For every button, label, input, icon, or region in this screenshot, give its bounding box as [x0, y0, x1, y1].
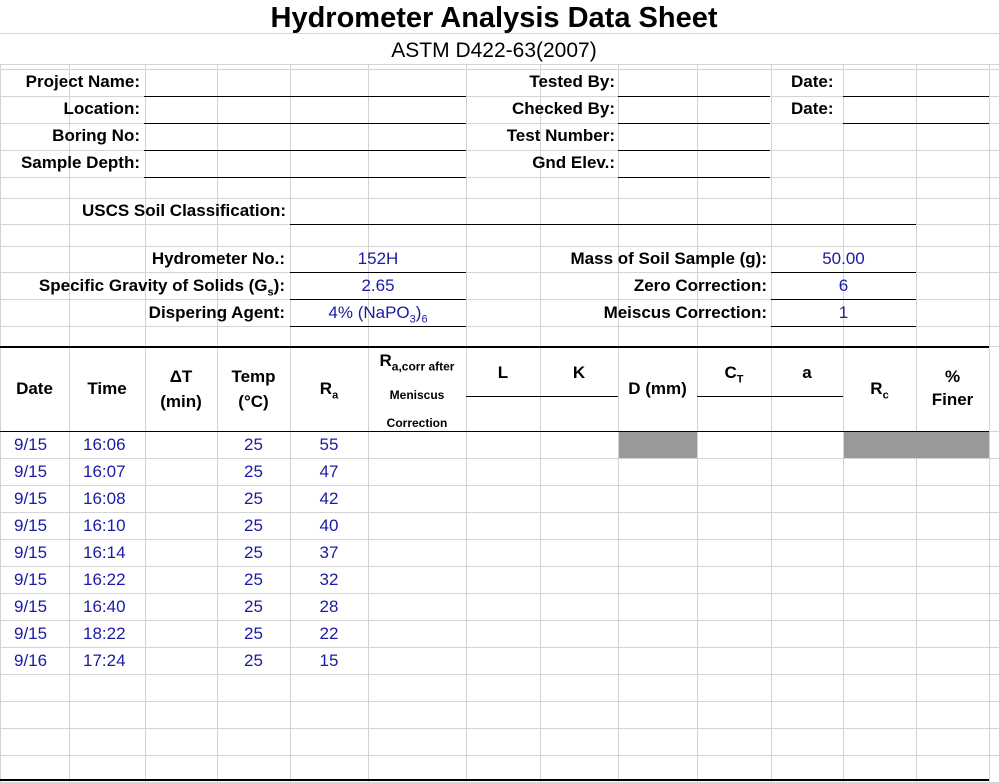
col-finer-header: %	[944, 367, 961, 386]
cell-date[interactable]: 9/15	[14, 516, 48, 535]
col-l-header: L	[497, 363, 509, 382]
sample-depth-field[interactable]	[144, 177, 466, 178]
shaded-cell-d	[619, 432, 697, 458]
gnd-elev-field[interactable]	[618, 177, 770, 178]
mass-value[interactable]: 50.00	[822, 249, 865, 268]
col-temp-header: Temp	[231, 367, 276, 386]
table-bottom-border	[0, 779, 989, 781]
cell-time[interactable]: 16:08	[83, 489, 126, 508]
date-label-1: Date:	[791, 72, 834, 91]
hydrometer-no-value[interactable]: 152H	[357, 249, 399, 268]
dispersing-agent-value[interactable]: 4% $(NaPO_3)_6$	[328, 303, 428, 326]
col-finer-line2: Finer	[931, 390, 974, 409]
underline	[290, 272, 466, 273]
underline	[771, 326, 916, 327]
cell-ra[interactable]: 42	[319, 489, 339, 508]
col-a-header: a	[802, 363, 812, 382]
boring-no-label: Boring No:	[52, 126, 140, 145]
underline	[771, 299, 916, 300]
sheet-subtitle: ASTM D422-63(2007)	[391, 39, 597, 62]
cell-ra[interactable]: 28	[319, 597, 339, 616]
uscs-field[interactable]	[290, 224, 916, 225]
col-ra-header: $R_a$	[319, 379, 339, 402]
col-delta-t-header: ΔT	[169, 367, 193, 386]
specific-gravity-value[interactable]: 2.65	[361, 276, 395, 295]
cell-date[interactable]: 9/15	[14, 462, 48, 481]
cell-temp[interactable]: 25	[244, 597, 263, 616]
col-ra-corr-line2: Meniscus	[389, 388, 445, 402]
table-header-bottom	[0, 431, 989, 432]
cell-date[interactable]: 9/15	[14, 624, 48, 643]
cell-temp[interactable]: 25	[244, 516, 263, 535]
cell-time[interactable]: 18:22	[83, 624, 126, 643]
col-date-header: Date	[16, 379, 53, 398]
specific-gravity-label: Specific Gravity of Solids $(G_s)$:	[38, 276, 285, 299]
cell-date[interactable]: 9/15	[14, 597, 48, 616]
mass-label: Mass of Soil Sample (g):	[570, 249, 767, 268]
test-number-label: Test Number:	[506, 126, 615, 145]
project-name-label: Project Name:	[25, 72, 140, 91]
col-ra-corr-line3: Correction	[386, 416, 448, 430]
cell-ra[interactable]: 22	[319, 624, 339, 643]
test-number-field[interactable]	[618, 150, 770, 151]
shaded-cell-rc-finer	[844, 432, 989, 458]
cell-temp[interactable]: 25	[244, 651, 263, 670]
cell-date[interactable]: 9/15	[14, 570, 48, 589]
col-time-header: Time	[87, 379, 127, 398]
cell-ra[interactable]: 37	[319, 543, 339, 562]
cell-temp[interactable]: 25	[244, 462, 263, 481]
date-field-2[interactable]	[843, 123, 989, 124]
checked-by-field[interactable]	[618, 123, 770, 124]
header-underline-l-k	[466, 396, 618, 397]
meniscus-correction-value[interactable]: 1	[838, 303, 849, 322]
cell-temp[interactable]: 25	[244, 570, 263, 589]
cell-temp[interactable]: 25	[244, 543, 263, 562]
cell-ra[interactable]: 15	[319, 651, 339, 670]
sheet-title: Hydrometer Analysis Data Sheet	[270, 2, 718, 34]
cell-temp[interactable]: 25	[244, 624, 263, 643]
cell-time[interactable]: 16:06	[83, 435, 126, 454]
col-d-header: D (mm)	[628, 379, 687, 398]
zero-correction-label: Zero Correction:	[633, 276, 767, 295]
underline	[290, 326, 466, 327]
uscs-label: USCS Soil Classification:	[81, 201, 286, 220]
hydrometer-no-label: Hydrometer No.:	[151, 249, 285, 268]
cell-ra[interactable]: 32	[319, 570, 339, 589]
dispersing-agent-label: Dispering Agent:	[148, 303, 285, 322]
tested-by-label: Tested By:	[529, 72, 615, 91]
zero-correction-value[interactable]: 6	[838, 276, 849, 295]
cell-time[interactable]: 17:24	[83, 651, 126, 670]
col-ra-corr-header: $R_{a,corr after}$	[379, 351, 455, 374]
col-k-header: K	[572, 363, 586, 382]
cell-time[interactable]: 16:14	[83, 543, 126, 562]
cell-temp[interactable]: 25	[244, 489, 263, 508]
cell-time[interactable]: 16:07	[83, 462, 126, 481]
cell-date[interactable]: 9/16	[14, 651, 48, 670]
header-underline-ct-a	[697, 396, 843, 397]
gnd-elev-label: Gnd Elev.:	[532, 153, 615, 172]
location-label: Location:	[63, 99, 140, 118]
sample-depth-label: Sample Depth:	[20, 153, 140, 172]
underline	[290, 299, 466, 300]
col-temp-unit: (°C)	[238, 392, 269, 411]
date-label-2: Date:	[791, 99, 834, 118]
boring-no-field[interactable]	[144, 150, 466, 151]
project-name-field[interactable]	[144, 96, 466, 97]
location-field[interactable]	[144, 123, 466, 124]
cell-time[interactable]: 16:40	[83, 597, 126, 616]
cell-date[interactable]: 9/15	[14, 543, 48, 562]
date-field-1[interactable]	[843, 96, 989, 97]
underline	[771, 272, 916, 273]
cell-temp[interactable]: 25	[244, 435, 263, 454]
cell-ra[interactable]: 47	[319, 462, 339, 481]
col-delta-t-unit: (min)	[160, 392, 202, 411]
meniscus-correction-label: Meiscus Correction:	[603, 303, 767, 322]
cell-date[interactable]: 9/15	[14, 489, 48, 508]
col-rc-header: $R_c$	[870, 379, 889, 402]
checked-by-label: Checked By:	[512, 99, 615, 118]
cell-time[interactable]: 16:10	[83, 516, 126, 535]
cell-ra[interactable]: 40	[319, 516, 339, 535]
cell-ra[interactable]: 55	[319, 435, 339, 454]
tested-by-field[interactable]	[618, 96, 770, 97]
cell-date[interactable]: 9/15	[14, 435, 48, 454]
cell-time[interactable]: 16:22	[83, 570, 126, 589]
col-ct-header: $C_T$	[724, 363, 744, 386]
table-top-border	[0, 346, 989, 348]
